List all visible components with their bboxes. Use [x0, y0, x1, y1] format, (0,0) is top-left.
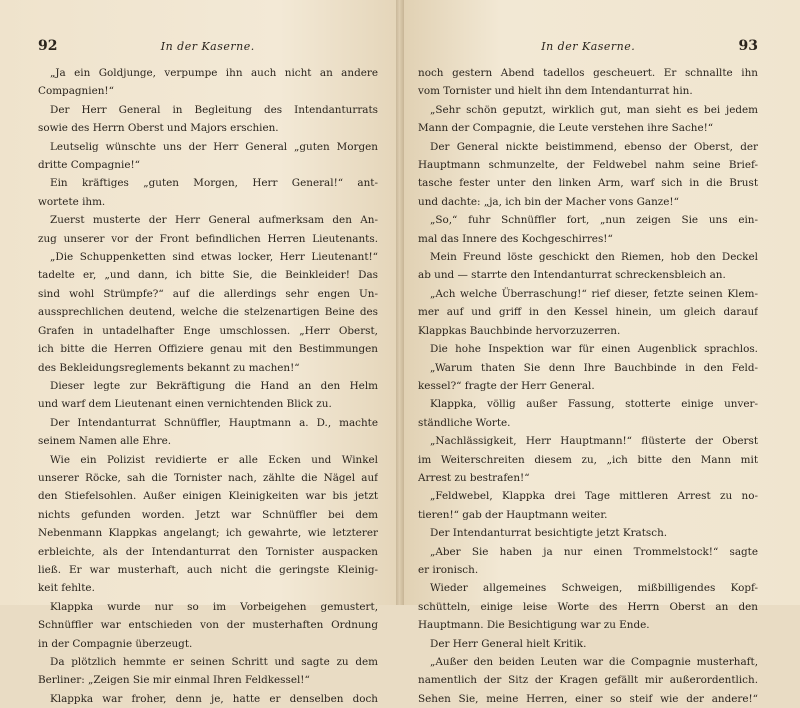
text-line: „Nachlässigkeit, Herr Hauptmann!“ flüsterte der Oberst [430, 435, 758, 448]
text-line: „Ja ein Goldjunge, verpumpe ihn auch nicht an andere [50, 67, 378, 79]
text-line: „Die Schuppenketten sind etwas locker, Herr Lieutenant!“ [50, 251, 378, 264]
text-line: Arrest zu bestrafen!“ [418, 471, 530, 484]
text-line: Der Herr General hielt Kritik. [430, 637, 587, 650]
text-line: Berliner: „Zeigen Sie mir einmal Ihren Feldkessel!“ [38, 674, 310, 687]
text-line: tadelte er, „und dann, ich bitte Sie, die Beinkleider! Das [38, 269, 378, 282]
text-line: zug unserer vor der Front befindlichen Herren Lieutenants. [38, 232, 378, 245]
text-line: Der General nickte beistimmend, ebenso der Oberst, der [430, 140, 758, 153]
text-line: Compagnien!“ [38, 85, 114, 98]
text-line: sowie des Herrn Oberst und Majors erschien. [38, 122, 279, 135]
text-line: „Warum thaten Sie denn Ihre Bauchbinde in den Feld- [430, 361, 758, 374]
text-line: noch gestern Abend tadellos gescheuert. Er schnallte ihn [418, 67, 758, 79]
text-line: er ironisch. [418, 563, 479, 576]
right-page-number: 93 [738, 38, 758, 54]
text-line: ab und — starrte den Intendanturrat schreckensbleich an. [418, 269, 726, 282]
text-line: Mann der Compagnie, die Leute verstehen ihre Sache!“ [418, 122, 714, 135]
text-line: unserer Röcke, sah die Tornister nach, zählte die Nägel auf [38, 471, 378, 484]
text-line: „Aber Sie haben ja nur einen Trommelstock!“ sagte [430, 545, 758, 558]
text-line: „Sehr schön geputzt, wirklich gut, man sieht es bei jedem [430, 103, 758, 116]
text-line: Der Intendanturrat besichtigte jetzt Kratsch. [430, 527, 668, 540]
text-line: Ein kräftiges „guten Morgen, Herr General!“ ant- [50, 177, 378, 190]
text-line: Klappka wurde nur so im Vorbeigehen gemustert, [50, 600, 378, 613]
text-line: keit fehlte. [38, 582, 95, 595]
left-page-text [38, 64, 378, 708]
text-line: wortete ihm. [38, 195, 106, 208]
text-line: in der Compagnie überzeugt. [38, 637, 193, 650]
text-line: „Außer den beiden Leuten war die Compagnie musterhaft, [430, 656, 758, 668]
right-page-header [418, 38, 758, 58]
text-line: ich bitte die Herren Offiziere genau mit den Bestimmungen [38, 343, 378, 356]
text-line: und warf dem Lieutenant einen vernichtenden Blick zu. [38, 398, 332, 411]
text-line: mer auf und griff in den Kessel hinein, um gleich darauf [418, 306, 758, 319]
text-line: „Feldwebel, Klappka drei Tage mittleren Arrest zu no- [430, 490, 758, 503]
text-line: Klappka war froher, denn je, hatte er denselben doch [50, 692, 378, 705]
text-line: Dieser legte zur Bekräftigung die Hand an den Helm [50, 379, 378, 392]
text-line: Leutselig wünschte uns der Herr General „guten Morgen [50, 140, 378, 153]
text-line: kessel?“ fragte der Herr General. [418, 379, 595, 392]
text-line: Nebenmann Klappkas angelangt; ich gewahrte, wie letzterer [38, 527, 378, 540]
text-line: Da plötzlich hemmte er seinen Schritt und sagte zu dem [50, 656, 378, 668]
left-page-header [38, 38, 378, 58]
text-line: Zuerst musterte der Herr General aufmerksam den An- [50, 214, 378, 227]
text-line: sind wohl Strümpfe?“ auf die allerdings sehr engen Un- [38, 287, 378, 300]
text-line: erbleichte, als der Intendanturrat den Tornister auspacken [38, 545, 378, 558]
right-running-head: In der Kaserne. [541, 40, 636, 53]
text-line: Der Herr General in Begleitung des Intendanturrats [50, 103, 378, 116]
text-line: den Stiefelsohlen. Außer einigen Kleinigkeiten war bis jetzt [38, 490, 378, 503]
text-line: Wieder allgemeines Schweigen, mißbilligendes Kopf- [430, 582, 758, 595]
text-line: Grafen in untadelhafter Enge umschlossen. „Herr Oberst, [38, 324, 378, 337]
text-line: im Weiterschreiten diesem zu, „ich bitte den Mann mit [418, 453, 758, 466]
text-line: Der Intendanturrat Schnüffler, Hauptmann a. D., machte [50, 416, 378, 429]
text-line: Hauptmann. Die Besichtigung war zu Ende. [418, 619, 650, 632]
book-gutter [396, 0, 404, 605]
text-line: aussprechlichen deutend, welche die stelzenartigen Beine des [38, 306, 378, 319]
text-line: tasche fester unter den linken Arm, warf sich in die Brust [418, 177, 758, 190]
text-line: Die hohe Inspektion war für einen Augenblick sprachlos. [430, 343, 758, 356]
text-line: Klappka, völlig außer Fassung, stotterte einige unver- [430, 398, 758, 411]
text-line: vom Tornister und hielt ihn dem Intendanturrat hin. [418, 85, 693, 98]
text-line: mal das Innere des Kochgeschirres!“ [418, 232, 613, 245]
text-line: und dachte: „ja, ich bin der Macher vons Ganze!“ [418, 195, 679, 208]
right-page-text [418, 64, 758, 708]
left-page [0, 0, 400, 705]
text-line: nichts gefunden worden. Jetzt war Schnüffler bei dem [38, 508, 378, 521]
text-line: „So,“ fuhr Schnüffler fort, „nun zeigen Sie uns ein- [430, 214, 758, 227]
text-line: dritte Compagnie!“ [38, 159, 140, 172]
text-line: Hauptmann schmunzelte, der Feldwebel nahm seine Brief- [418, 159, 758, 172]
left-running-head: In der Kaserne. [160, 40, 255, 53]
text-line: schütteln, einige leise Worte des Herrn Oberst an den [418, 600, 758, 613]
text-line: Mein Freund löste geschickt den Riemen, hob den Deckel [430, 251, 758, 264]
text-line: seinem Namen alle Ehre. [38, 435, 172, 448]
text-line: „Ach welche Überraschung!“ rief dieser, fetzte seinen Klem- [430, 287, 758, 300]
text-line: tieren!“ gab der Hauptmann weiter. [418, 508, 608, 521]
left-page-number: 92 [38, 38, 58, 54]
text-line: Schnüffler war entschieden von der musterhaften Ordnung [38, 619, 378, 632]
text-line: Sehen Sie, meine Herren, einer so steif wie der andere!“ [418, 692, 758, 705]
right-page [400, 0, 800, 705]
text-line: Klappkas Bauchbinde hervorzuzerren. [418, 324, 621, 337]
text-line: namentlich der Sitz der Kragen gefällt mir außerordentlich. [418, 674, 758, 687]
text-line: Wie ein Polizist revidierte er alle Ecken und Winkel [50, 453, 378, 466]
text-line: ließ. Er war musterhaft, auch nicht die geringste Kleinig- [38, 563, 378, 576]
text-line: ständliche Worte. [418, 416, 511, 429]
text-line: des Bekleidungsreglements bekannt zu machen!“ [38, 361, 300, 374]
